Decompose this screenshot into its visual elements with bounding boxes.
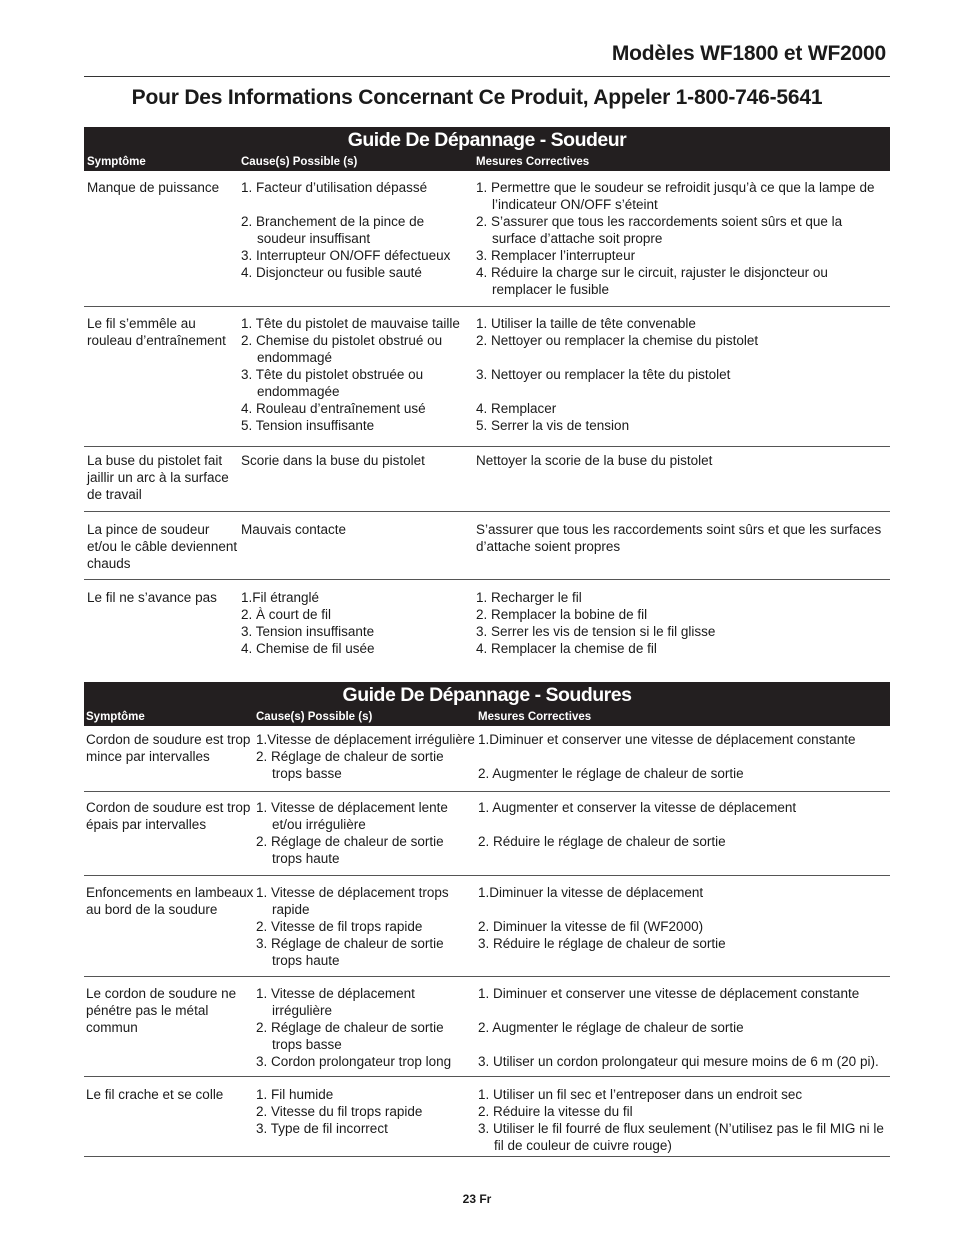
welds-troubleshooting-table bbox=[84, 682, 890, 1157]
column-symptom: Symptôme bbox=[86, 711, 145, 723]
remedy-item: 3. Utiliser un cordon prolongateur qui mesure moins de 6 m (20 pi). bbox=[478, 1054, 879, 1069]
table-row bbox=[84, 977, 890, 1077]
remedy-item: 2. Diminuer la vitesse de fil (WF2000) bbox=[478, 919, 704, 934]
symptom-cell: Enfoncements en lambeaux au bord de la soudure bbox=[86, 885, 254, 917]
symptom-cell: Manque de puissance bbox=[87, 180, 220, 195]
remedy-item: 3. Serrer les vis de tension si le fil glisse bbox=[476, 624, 716, 639]
table-row bbox=[84, 876, 890, 977]
welds-table-body bbox=[84, 726, 890, 1157]
spacer bbox=[476, 349, 890, 366]
welder-troubleshooting-table bbox=[84, 127, 890, 657]
remedy-item: 3. Nettoyer ou remplacer la tête du pistolet bbox=[476, 367, 731, 382]
remedy-item: S’assurer que tous les raccordements soint sûrs et que les surfaces d’attache soient propres bbox=[476, 522, 882, 554]
cause-item: 1. Facteur d’utilisation dépassé bbox=[241, 180, 428, 195]
remedy-item: 5. Serrer la vis de tension bbox=[476, 418, 630, 433]
cause-item: Scorie dans la buse du pistolet bbox=[241, 453, 425, 468]
spacer bbox=[478, 816, 890, 833]
table-row bbox=[84, 726, 890, 792]
remedy-item: 1. Utiliser un fil sec et l’entreposer dans un endroit sec bbox=[478, 1087, 803, 1102]
cause-item: 3. Type de fil incorrect bbox=[256, 1121, 388, 1136]
cause-item: 4. Disjoncteur ou fusible sauté bbox=[241, 265, 422, 280]
remedy-item: 2. S’assurer que tous les raccordements soient sûrs et que la surface d’attache soit propre bbox=[476, 214, 843, 246]
phone-heading: Pour Des Informations Concernant Ce Produit, Appeler 1-800-746-5641 bbox=[131, 86, 823, 109]
remedy-item: Nettoyer la scorie de la buse du pistolet bbox=[476, 453, 713, 468]
cause-item: 4. Chemise de fil usée bbox=[241, 641, 375, 656]
remedy-item: 1.Diminuer la vitesse de déplacement bbox=[478, 885, 704, 900]
causes-cell bbox=[255, 884, 475, 969]
cause-item: 4. Rouleau d’entraînement usé bbox=[241, 401, 426, 416]
causes-cell bbox=[255, 731, 475, 782]
spacer bbox=[241, 196, 476, 213]
symptom-cell: Cordon de soudure est trop épais par intervalles bbox=[86, 800, 251, 832]
spacer bbox=[478, 1002, 890, 1019]
symptom-cell: Le cordon de soudure ne pénétre pas le métal commun bbox=[86, 986, 237, 1035]
causes-cell bbox=[238, 521, 476, 572]
remedy-item: 1. Utiliser la taille de tête convenable bbox=[476, 316, 696, 331]
table-row bbox=[84, 580, 890, 657]
causes-cell bbox=[255, 799, 475, 867]
cause-item: 1. Vitesse de déplacement trops rapide bbox=[256, 885, 449, 917]
cause-item: 1.Vitesse de déplacement irrégulière bbox=[256, 732, 475, 747]
remedies-cell bbox=[476, 179, 890, 298]
cause-item: Mauvais contacte bbox=[241, 522, 347, 537]
cause-item: 3. Interrupteur ON/OFF défectueux bbox=[241, 248, 451, 263]
column-causes: Cause(s) Possible (s) bbox=[256, 711, 373, 723]
table-row bbox=[84, 171, 890, 307]
causes-cell bbox=[255, 985, 475, 1070]
symptom-cell: Le fil ne s’avance pas bbox=[87, 590, 217, 605]
cause-item: 1.Fil étranglé bbox=[241, 590, 320, 605]
welder-table-body bbox=[84, 171, 890, 657]
cause-item: 3. Cordon prolongateur trop long bbox=[256, 1054, 452, 1069]
column-remedies: Mesures Correctives bbox=[476, 156, 590, 168]
remedy-item: 1. Permettre que le soudeur se refroidit jusqu’à ce que la lampe de l’indicateur ON/OFF s’éteint bbox=[476, 180, 875, 212]
cause-item: 2. Réglage de chaleur de sortie trops haute bbox=[256, 834, 444, 866]
cause-item: 1. Fil humide bbox=[256, 1087, 334, 1102]
column-remedies: Mesures Correctives bbox=[478, 711, 592, 723]
cause-item: 5. Tension insuffisante bbox=[241, 418, 375, 433]
remedy-item: 4. Remplacer la chemise de fil bbox=[476, 641, 657, 656]
column-symptom: Symptôme bbox=[87, 156, 146, 168]
remedy-item: 3. Réduire le réglage de chaleur de sortie bbox=[478, 936, 726, 951]
causes-cell bbox=[238, 179, 476, 298]
cause-item: 2. À court de fil bbox=[241, 607, 332, 622]
welder-table-header bbox=[84, 127, 890, 171]
header-rule bbox=[84, 76, 890, 77]
symptom-cell: Le fil crache et se colle bbox=[86, 1087, 224, 1102]
page-number: 23 Fr bbox=[462, 1192, 492, 1206]
symptom-cell: Cordon de soudure est trop mince par intervalles bbox=[86, 732, 251, 764]
remedies-cell bbox=[476, 521, 890, 572]
table-row bbox=[84, 447, 890, 512]
cause-item: 3. Tête du pistolet obstruée ou endommagée bbox=[241, 367, 424, 399]
remedy-item: 3. Remplacer l’interrupteur bbox=[476, 248, 636, 263]
remedy-item: 2. Réduire le réglage de chaleur de sortie bbox=[478, 834, 726, 849]
remedy-item: 2. Remplacer la bobine de fil bbox=[476, 607, 648, 622]
remedies-cell bbox=[476, 589, 890, 657]
table-row bbox=[84, 512, 890, 580]
remedy-item: 2. Augmenter le réglage de chaleur de sortie bbox=[478, 1020, 744, 1035]
causes-cell bbox=[255, 1086, 475, 1154]
spacer bbox=[476, 383, 890, 400]
causes-cell bbox=[238, 315, 476, 434]
cause-item: 1. Tête du pistolet de mauvaise taille bbox=[241, 316, 460, 331]
table-row bbox=[84, 307, 890, 447]
cause-item: 3. Réglage de chaleur de sortie trops haute bbox=[256, 936, 444, 968]
welds-table-header bbox=[84, 682, 890, 726]
cause-item: 2. Vitesse de fil trops rapide bbox=[256, 919, 423, 934]
symptom-cell: La pince de soudeur et/ou le câble deviennent chauds bbox=[87, 522, 238, 571]
remedies-cell bbox=[476, 452, 890, 503]
welder-table-title: Guide De Dépannage - Soudeur bbox=[347, 129, 627, 151]
remedies-cell bbox=[476, 315, 890, 434]
remedies-cell bbox=[475, 731, 890, 782]
remedy-item: 2. Nettoyer ou remplacer la chemise du pistolet bbox=[476, 333, 759, 348]
table-row bbox=[84, 1077, 890, 1157]
remedies-cell bbox=[475, 1086, 890, 1154]
cause-item: 2. Chemise du pistolet obstrué ou endommagé bbox=[241, 333, 443, 365]
symptom-cell: Le fil s’emmêle au rouleau d’entraînement bbox=[87, 316, 226, 348]
remedy-item: 2. Réduire la vitesse du fil bbox=[478, 1104, 633, 1119]
cause-item: 2. Vitesse du fil trops rapide bbox=[256, 1104, 423, 1119]
cause-item: 2. Réglage de chaleur de sortie trops basse bbox=[256, 1020, 444, 1052]
remedies-cell bbox=[475, 799, 890, 867]
remedy-item: 1.Diminuer et conserver une vitesse de déplacement constante bbox=[478, 732, 856, 747]
cause-item: 2. Branchement de la pince de soudeur insuffisant bbox=[241, 214, 425, 246]
welds-column-headers bbox=[84, 708, 890, 726]
column-causes: Cause(s) Possible (s) bbox=[241, 156, 358, 168]
table-row bbox=[84, 792, 890, 876]
welds-table-title: Guide De Dépannage - Soudures bbox=[342, 684, 632, 706]
remedy-item: 1. Recharger le fil bbox=[476, 590, 582, 605]
cause-item: 1. Vitesse de déplacement lente et/ou irrégulière bbox=[256, 800, 448, 832]
welder-column-headers bbox=[84, 153, 890, 171]
remedy-item: 1. Augmenter et conserver la vitesse de déplacement bbox=[478, 800, 797, 815]
symptom-cell: La buse du pistolet fait jaillir un arc à la surface de travail bbox=[87, 453, 229, 502]
remedy-item: 4. Réduire la charge sur le circuit, rajuster le disjoncteur ou remplacer le fusible bbox=[476, 265, 828, 297]
spacer bbox=[478, 748, 890, 765]
remedy-item: 2. Augmenter le réglage de chaleur de sortie bbox=[478, 766, 744, 781]
remedy-item: 3. Utiliser le fil fourré de flux seulement (N’utilisez pas le fil MIG ni le fil de couleur de cuivre rouge) bbox=[478, 1121, 884, 1153]
remedy-item: 1. Diminuer et conserver une vitesse de déplacement constante bbox=[478, 986, 860, 1001]
causes-cell bbox=[238, 452, 476, 503]
cause-item: 3. Tension insuffisante bbox=[241, 624, 375, 639]
cause-item: 1. Vitesse de déplacement irrégulière bbox=[256, 986, 415, 1018]
remedy-item: 4. Remplacer bbox=[476, 401, 557, 416]
cause-item: 2. Réglage de chaleur de sortie trops basse bbox=[256, 749, 444, 781]
models-heading: Modèles WF1800 et WF2000 bbox=[611, 42, 886, 65]
causes-cell bbox=[238, 589, 476, 657]
remedies-cell bbox=[475, 985, 890, 1070]
spacer bbox=[478, 901, 890, 918]
spacer bbox=[478, 1036, 890, 1053]
remedies-cell bbox=[475, 884, 890, 969]
